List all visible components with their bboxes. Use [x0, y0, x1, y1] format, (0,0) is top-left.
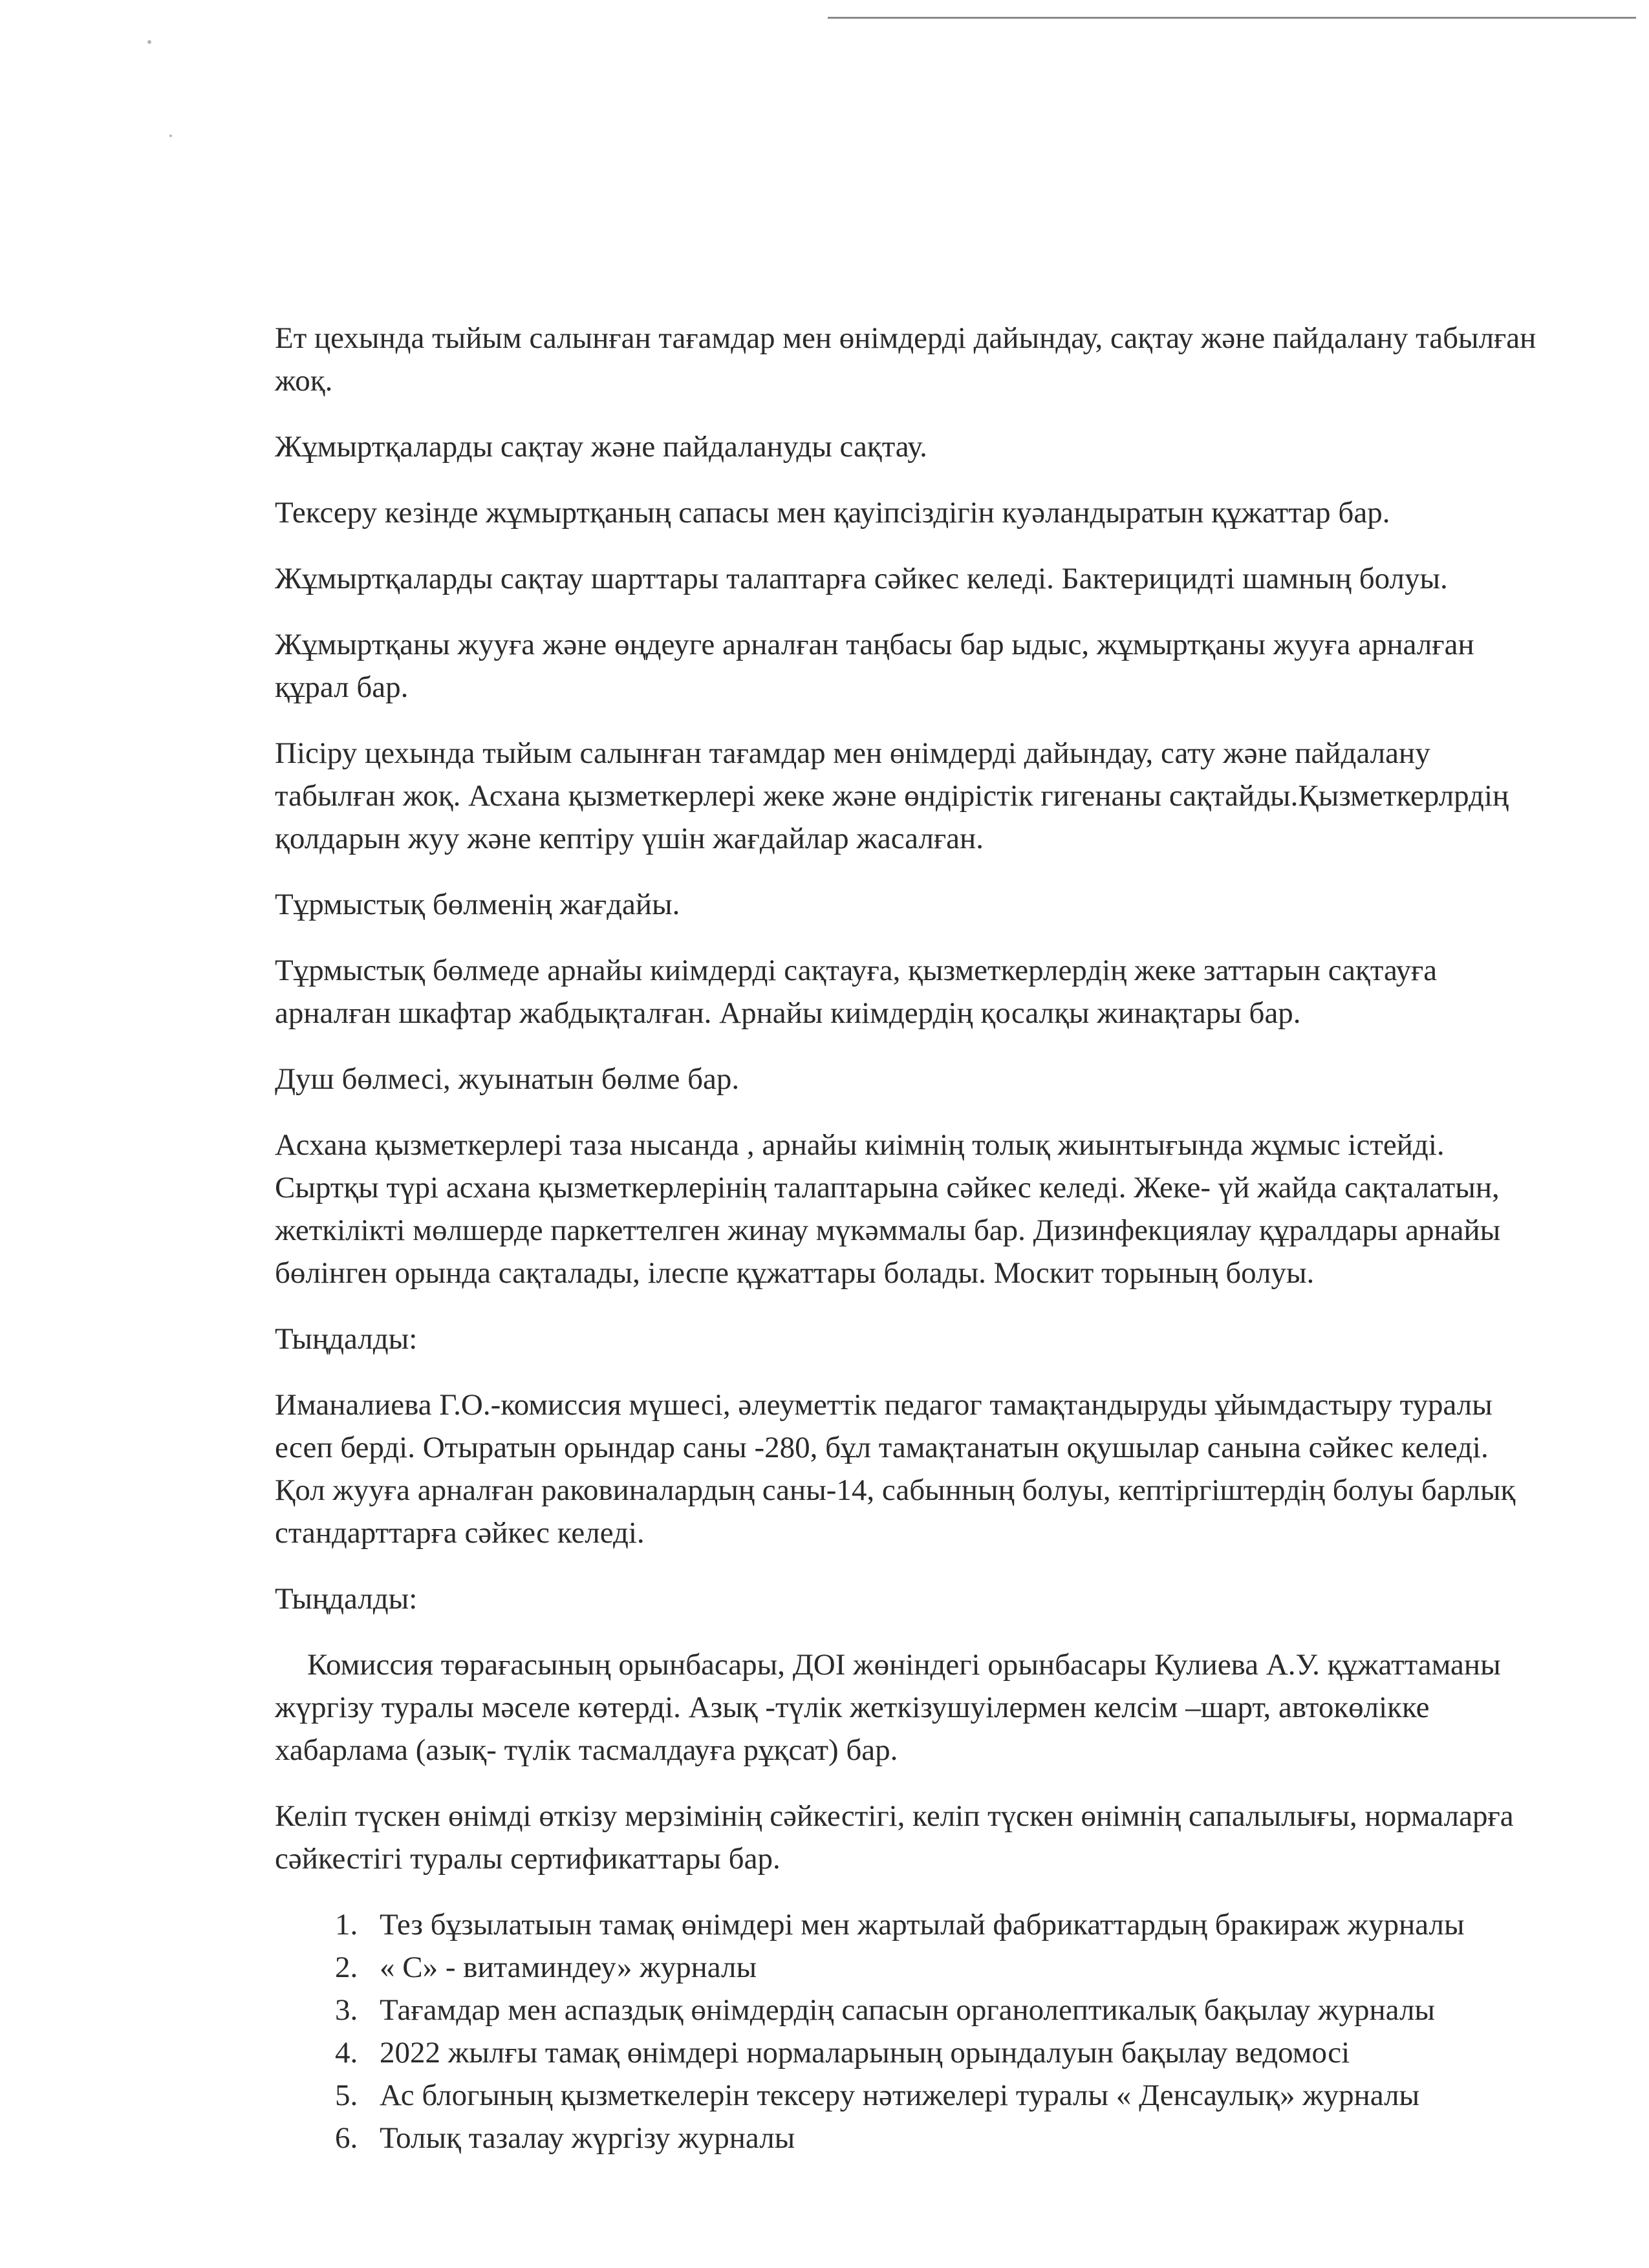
scan-speck: [169, 134, 172, 137]
list-item: 1. Тез бұзылатыын тамақ өнімдері мен жартылай фабрикаттардың бракираж журналы: [365, 1903, 1542, 1946]
paragraph-egg-conditions: Жұмыртқаларды сақтау шарттары талаптарға сәйкес келеді. Бактерицидті шамның болуы.: [275, 562, 1448, 595]
paragraph-utility-room-heading: Тұрмыстық бөлменің жағдайы.: [275, 888, 680, 921]
document-page: [275, 317, 1542, 2159]
journals-list: [275, 1903, 1542, 2159]
list-item: 5. Ас блогының қызметкелерін тексеру нәтижелері туралы « Денсаулық» журналы: [365, 2074, 1542, 2117]
paragraph-egg-storage-heading: Жұмыртқаларды сақтау және пайдалануды сақтау.: [275, 430, 927, 464]
paragraph-cooking-shop: Пісіру цехында тыйым салынған тағамдар мен өнімдерді дайындау, сату және пайдалану табылған жоқ. Асхана қызметкерлері жеке және өндірістік гигенаны сақтайды.Қызметкерлрдің қолдарын жуу және кептіру үшін жағдайлар жасалған.: [275, 736, 1509, 855]
list-item: 2. « С» - витаминдеу» журналы: [365, 1946, 1542, 1989]
paragraph-utility-room: Тұрмыстық бөлмеде арнайы киімдерді сақтауға, қызметкерлердің жеке заттарын сақтауға арналған шкафтар жабдықталған. Арнайы киімдердің қосалқы жинақтары бар.: [275, 954, 1438, 1030]
scan-speck: [147, 40, 151, 44]
paragraph-certificates: Келіп түскен өнімді өткізу мерзімінің сәйкестігі, келіп түскен өнімнің сапалылығы, нормаларға сәйкестігі туралы сертификаттары бар.: [275, 1799, 1514, 1876]
heard-heading: Тыңдалды:: [275, 1322, 418, 1356]
scan-edge-line: [828, 17, 1636, 19]
heard-heading: Тыңдалды:: [275, 1582, 418, 1616]
paragraph-meat-shop: Ет цехында тыйым салынған тағамдар мен өнімдерді дайындау, сақтау және пайдалану табылған жоқ.: [275, 321, 1536, 398]
paragraph-shower-room: Душ бөлмесі, жуынатын бөлме бар.: [275, 1062, 740, 1096]
paragraph-staff-uniform: Асхана қызметкерлері таза нысанда , арнайы киімнің толық жиынтығында жұмыс істейді. Сыртқы түрі асхана қызметкерлерінің талаптарына сәйкес келеді. Жеке- үй жайда сақталатын, жеткілікті мөлшерде паркеттелген жинау мүкәммалы бар. Дизинфекциялау құралдары арнайы бөлінген орында сақталады, ілеспе құжаттары болады. Москит торының болуы.: [275, 1128, 1501, 1290]
paragraph-imanalieva-report: Иманалиева Г.О.-комиссия мүшесі, әлеуметтік педагог тамақтандыруды ұйымдастыру туралы есеп берді. Отыратын орындар саны -280, бұл тамақтанатын оқушылар санына сәйкес келеді. Қол жууға арналған раковиналардың саны-14, сабынның болуы, кептіргіштердің болуы барлық стандарттарға сәйкес келеді.: [275, 1388, 1516, 1550]
list-item: 6. Толық тазалау жүргізу журналы: [365, 2117, 1542, 2159]
list-item: 4. 2022 жылғы тамақ өнімдері нормаларының орындалуын бақылау ведомосі: [365, 2031, 1542, 2074]
paragraph-egg-documents: Тексеру кезінде жұмыртқаның сапасы мен қауіпсіздігін куәландыратын құжаттар бар.: [275, 496, 1390, 530]
list-item: 3. Тағамдар мен аспаздық өнімдердің сапасын органолептикалық бақылау журналы: [365, 1989, 1542, 2031]
paragraph-egg-washing: Жұмыртқаны жууға және өңдеуге арналған таңбасы бар ыдыс, жұмыртқаны жууға арналған құрал бар.: [275, 628, 1474, 704]
paragraph-kulieva-report: Комиссия төрағасының орынбасары, ДОІ жөніндегі орынбасары Кулиева А.У. құжаттаманы жүргізу туралы мәселе көтерді. Азық -түлік жеткізушуілермен келсім –шарт, автокөлікке хабарлама (азық- түлік тасмалдауға рұқсат) бар.: [275, 1648, 1501, 1767]
